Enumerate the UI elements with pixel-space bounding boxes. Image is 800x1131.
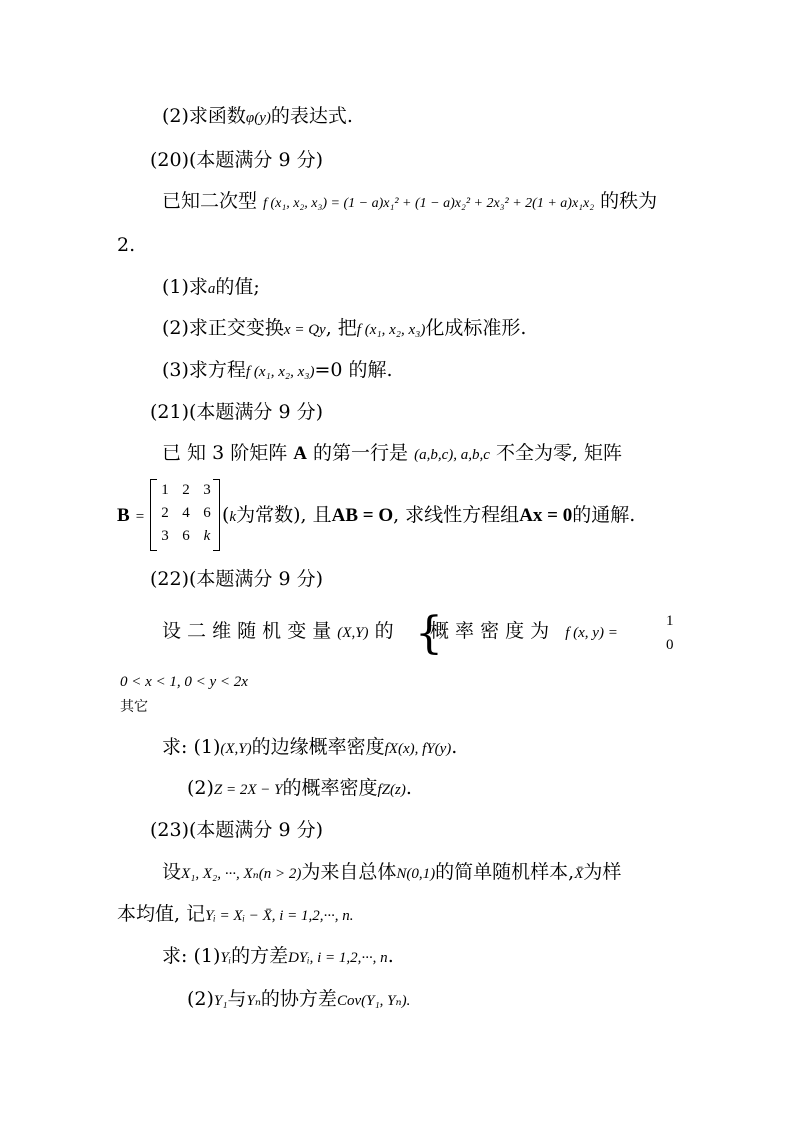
text: . [387, 945, 394, 967]
text: ( [222, 504, 230, 526]
line-q20-rank: 2. [117, 234, 136, 256]
text: 为常数), 且 [236, 504, 332, 526]
text: 求: (1) [162, 736, 221, 758]
line-q20-part2 [162, 316, 526, 342]
text: 概 率 密 度 为 [430, 620, 550, 642]
text: . [451, 736, 458, 758]
text: 设 [162, 861, 182, 883]
line-q23-mean [117, 902, 354, 928]
text: 不全为零, 矩阵 [495, 442, 623, 464]
math-abc: (a,b,c), a,b,c [414, 447, 490, 463]
math-Yi: Yᵢ = Xᵢ − X̄, i = 1,2,···, n. [205, 908, 354, 924]
text: 的简单随机样本, [435, 861, 575, 883]
text: 为样 [583, 861, 622, 883]
text: (2) [187, 777, 214, 799]
text: 化成标准形. [425, 317, 527, 339]
math-f: f (x₁, x₂, x₃) [356, 322, 426, 338]
line-q21-stem [162, 441, 622, 467]
math-Yn: Yₙ [246, 993, 261, 1009]
line-q20-stem [162, 189, 657, 216]
math-fxy: f (x, y) = [565, 625, 618, 641]
math-AB-O: AB = O [331, 505, 394, 526]
math-xqy: x = Qy [283, 322, 326, 338]
line-q21-matrix-B [117, 503, 144, 529]
line-q22-stem [162, 619, 394, 645]
math-k: k [229, 509, 237, 525]
math-phi: φ(y) [245, 110, 271, 126]
math-Yi: Yᵢ [220, 950, 232, 966]
math-fZ: fZ(z) [377, 782, 406, 798]
text: 的边缘概率密度 [251, 736, 385, 758]
text: (3)求方程 [162, 359, 246, 381]
text: 的第一行是 [313, 442, 409, 464]
text: 的概率密度 [282, 777, 378, 799]
matrix-right-bracket [213, 479, 220, 551]
text: 的表达式. [270, 105, 353, 127]
text: 已知二次型 [162, 190, 258, 212]
text: 本均值, 记 [117, 903, 206, 925]
text: 的方差 [231, 945, 289, 967]
text: (2)求函数 [162, 105, 246, 127]
text: =0 的解. [314, 359, 393, 381]
math-DYi: DYᵢ, i = 1,2,···, n [288, 950, 388, 966]
math-quadratic-form: f (x₁, x₂, x₃) = (1 − a)x₁² + (1 − a)x₂² + 2x₃² + 2(1 + a)x₁x₂ [263, 196, 595, 211]
matrix-cell: 1 [161, 482, 169, 498]
left-brace: { [415, 608, 443, 659]
text: 为来自总体 [301, 861, 397, 883]
line-q20-part1 [162, 275, 260, 301]
text: 的协方差 [260, 988, 337, 1010]
matrix-cell: 2 [161, 505, 169, 521]
text: 设 二 维 随 机 变 量 [162, 620, 332, 642]
matrix-cell: k [203, 528, 211, 544]
text: . [405, 777, 412, 799]
text: (1)求 [162, 276, 208, 298]
math-sample: X₁, X₂, ···, Xₙ(n > 2) [181, 866, 302, 882]
heading-q23: (23)(本题满分 9 分) [150, 819, 323, 841]
text: (2) [187, 988, 214, 1010]
text: (2)求正交变换 [162, 317, 284, 339]
equals-sign: = [135, 509, 145, 525]
math-cov: Cov(Y₁, Yₙ). [336, 993, 411, 1009]
matrix-cell: 6 [182, 528, 190, 544]
line-q23-part1 [162, 944, 394, 970]
heading-q20: (20)(本题满分 9 分) [150, 149, 323, 171]
text: 的通解. [572, 504, 636, 526]
matrix-B [150, 479, 220, 551]
density-otherwise: 其它 [120, 699, 148, 715]
math-f: f (x₁, x₂, x₃) [245, 364, 315, 380]
matrix-left-bracket [150, 479, 157, 551]
density-value-1: 1 [666, 613, 674, 629]
line-q22-density [430, 619, 618, 645]
density-condition: 0 < x < 1, 0 < y < 2x [120, 674, 248, 690]
matrix-cell: 2 [182, 482, 190, 498]
text: 与 [227, 988, 247, 1010]
heading-q21: (21)(本题满分 9 分) [150, 401, 323, 423]
line-q21-rest [222, 503, 635, 529]
line-q22-part2 [187, 776, 412, 802]
line-q20-part3 [162, 358, 393, 384]
line-q23-part2 [187, 987, 410, 1013]
math-Ax0: Ax = 0 [519, 505, 573, 526]
line-q19-part2 [162, 104, 353, 130]
text: 已 知 3 阶矩阵 [162, 442, 288, 464]
matrix-cell: 4 [182, 505, 190, 521]
math-N01: N(0,1) [396, 866, 436, 882]
heading-q22: (22)(本题满分 9 分) [150, 568, 323, 590]
bold-B: B [117, 505, 130, 526]
math-Z: Z = 2X − Y [213, 782, 283, 798]
text: 的秩为 [600, 190, 658, 212]
text: 的 [374, 620, 394, 642]
density-value-0: 0 [666, 637, 674, 653]
math-marginals: fX(x), fY(y) [384, 741, 452, 757]
line-q22-part1 [162, 735, 457, 761]
text: 的值; [215, 276, 260, 298]
matrix-cell: 3 [203, 482, 211, 498]
text: , 求线性方程组 [393, 504, 520, 526]
line-q23-stem [162, 860, 621, 886]
text: 求: (1) [162, 945, 221, 967]
math-XY: (X,Y) [220, 741, 252, 757]
math-a: a [207, 281, 216, 297]
math-Xbar: X̄ [574, 866, 584, 882]
matrix-cell: 3 [161, 528, 169, 544]
text: , 把 [325, 317, 357, 339]
matrix-cell: 6 [203, 505, 211, 521]
math-Y1: Y₁ [213, 993, 228, 1009]
bold-A: A [293, 443, 307, 464]
math-XY: (X,Y) [337, 625, 369, 641]
